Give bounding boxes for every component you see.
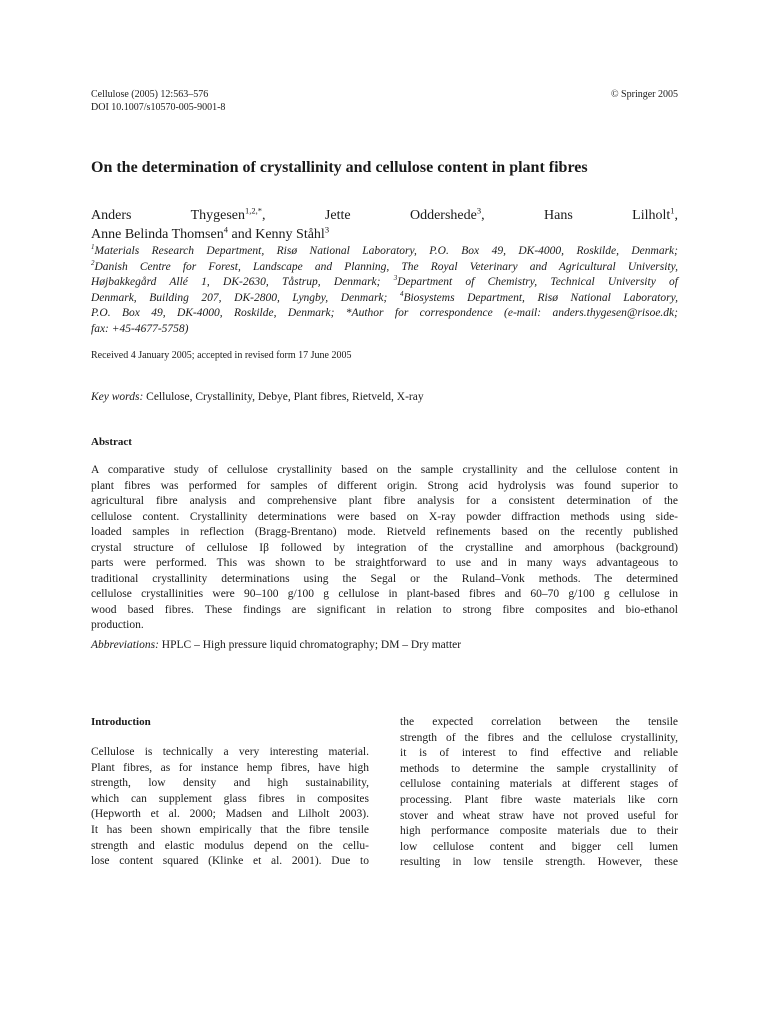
affiliation-line [91, 260, 678, 276]
body-line: It has been shown empirically that the fibre tensile [91, 823, 369, 836]
body-line: strength and elastic modulus depend on the cellu- [91, 839, 369, 852]
body-line: cellulose containing materials at different stages of [400, 778, 678, 791]
affiliation-marker: 4 [399, 289, 404, 298]
body-line: processing. Plant fibre waste materials like corn [400, 793, 678, 806]
author-name: Kenny Ståhl [255, 227, 325, 242]
body-line: (Hepworth et al. 2000; Madsen and Lilholt 2003). [91, 808, 369, 821]
left-column [91, 715, 369, 870]
affiliation-text: Biosystems Department, Risø National Laboratory, [403, 291, 678, 304]
doi-text: DOI 10.1007/s10570-005-9001-8 [91, 102, 226, 113]
body-line: resulting in low tensile strength. However, these [400, 856, 678, 869]
affiliation-text: Danish Centre for Forest, Landscape and Planning, The Royal Veterinary and Agricultural University, [94, 260, 678, 273]
abbreviations-text: HPLC – High pressure liquid chromatography; DM – Dry matter [161, 639, 462, 651]
author-separator: , [674, 208, 679, 223]
abstract-line: parts were performed. This was shown to be straightforward to use and in many ways advantageous to [91, 557, 678, 569]
author-separator: , [481, 208, 544, 223]
body-line: the expected correlation between the tensile [400, 716, 678, 728]
affiliation-line [91, 244, 678, 260]
body-line: which can supplement glass fibres in composites [91, 792, 369, 805]
abstract-heading: Abstract [91, 436, 132, 448]
right-column [400, 715, 678, 871]
body-line: methods to determine the sample crystallinity of [400, 762, 678, 775]
body-line: high performance composite materials due to their [400, 825, 678, 838]
affiliation-marker: 2 [91, 258, 95, 267]
abbreviations-label: Abbreviations: [91, 639, 159, 651]
affiliation-marker: 1 [91, 243, 95, 252]
journal-citation [91, 88, 225, 114]
abstract-line: loaded samples in reflection (Bragg-Brentano) mode. Rietveld refinements based on the recently published [91, 526, 678, 538]
affiliation-line [91, 306, 678, 322]
author-name: Jette Oddershede [324, 208, 477, 223]
publisher-copyright: © Springer 2005 [610, 89, 678, 100]
affiliation-line [91, 275, 678, 291]
abstract-line: plant fibres was performed for samples of different origin. Strong acid hydrolysis was found superior to [91, 479, 678, 492]
author-list [91, 206, 678, 244]
received-dates: Received 4 January 2005; accepted in revised form 17 June 2005 [91, 350, 352, 361]
author-affiliation-marker: 1,2, [245, 205, 258, 216]
keywords-label: Key words: [91, 391, 144, 403]
author-affiliation-marker: 4 [223, 224, 228, 235]
abstract-line: production. [91, 619, 144, 631]
abstract-line: wood based fibres. These findings are significant in relation to strong fibre composites and bio-ethanol [91, 603, 678, 616]
author-name: Anne Belinda Thomsen [91, 227, 224, 242]
fax-text: fax: +45-4677-5758) [91, 322, 189, 335]
abstract-line: agricultural fibre analysis and comprehensive plant fibre analysis for a consistent determination of the [91, 495, 678, 507]
author-name: Hans Lilholt [544, 208, 671, 223]
author-name: Anders Thygesen [91, 208, 246, 223]
author-affiliation-marker: 1 [670, 205, 675, 216]
introduction-heading: Introduction [91, 716, 151, 728]
body-line: strength of the fibres and the cellulose crystallinity, [400, 731, 678, 744]
paper-title: On the determination of crystallinity and cellulose content in plant fibres [91, 159, 588, 176]
affiliation-line [91, 291, 678, 307]
affiliations [91, 244, 678, 337]
body-line: it is of interest to find effective and reliable [400, 747, 678, 760]
body-line: Cellulose is technically a very interesting material. [91, 746, 369, 758]
abstract-line: traditional crystallinity determinations using the Segal or the Ruland–Vonk methods. The determined [91, 572, 678, 585]
abbreviations [91, 638, 461, 653]
abstract-line: cellulose content. Crystallinity determinations were based on X-ray powder diffraction methods using side- [91, 510, 678, 523]
correspondence-text: P.O. Box 49, DK-4000, Roskilde, Denmark; *Author for correspondence (e-mail: anders.thygesen@risoe.dk; [91, 307, 678, 319]
abstract-line: crystal structure of cellulose Iβ followed by integration of the crystalline and amorphous (background) [91, 541, 678, 554]
journal-reference: Cellulose (2005) 12:563–576 [91, 89, 209, 100]
affiliation-marker: 3 [393, 274, 398, 283]
author-line-2 [91, 225, 678, 244]
body-line: lose content squared (Klinke et al. 2001). Due to [91, 855, 369, 868]
author-separator: and [227, 227, 256, 242]
author-affiliation-marker: 3 [324, 224, 330, 235]
affiliation-line [91, 322, 678, 338]
body-line: stover and wheat straw have not proved useful for [400, 809, 678, 822]
affiliation-text: Højbakkegård Allé 1, DK-2630, Tåstrup, Denmark; [91, 276, 394, 288]
author-separator: , [262, 208, 325, 223]
affiliation-text: Materials Research Department, Risø National Laboratory, P.O. Box 49, DK-4000, Roskilde, Denmark; [94, 245, 678, 257]
abstract-line: A comparative study of cellulose crystallinity based on the sample crystallinity and the cellulose content in [91, 464, 678, 476]
keywords-text: Cellulose, Crystallinity, Debye, Plant fibres, Rietveld, X-ray [146, 391, 424, 403]
body-line: strength, low density and high sustainability, [91, 777, 369, 790]
affiliation-text: Denmark, Building 207, DK-2800, Lyngby, Denmark; [91, 291, 400, 304]
abstract-body [91, 463, 678, 634]
body-line: low cellulose content and bigger cell lumen [400, 840, 678, 853]
keywords [91, 390, 424, 405]
author-affiliation-marker: 3 [476, 205, 482, 216]
corresponding-author-marker: * [257, 205, 263, 216]
abstract-line: cellulose crystallinities were 90–100 g/100 g cellulose in plant-based fibres and 60–70 g/100 g cellulose in [91, 588, 678, 600]
affiliation-text: Department of Chemistry, Technical University of [397, 276, 678, 288]
body-line: Plant fibres, as for instance hemp fibres, have high [91, 761, 369, 774]
author-line-1 [91, 206, 678, 225]
